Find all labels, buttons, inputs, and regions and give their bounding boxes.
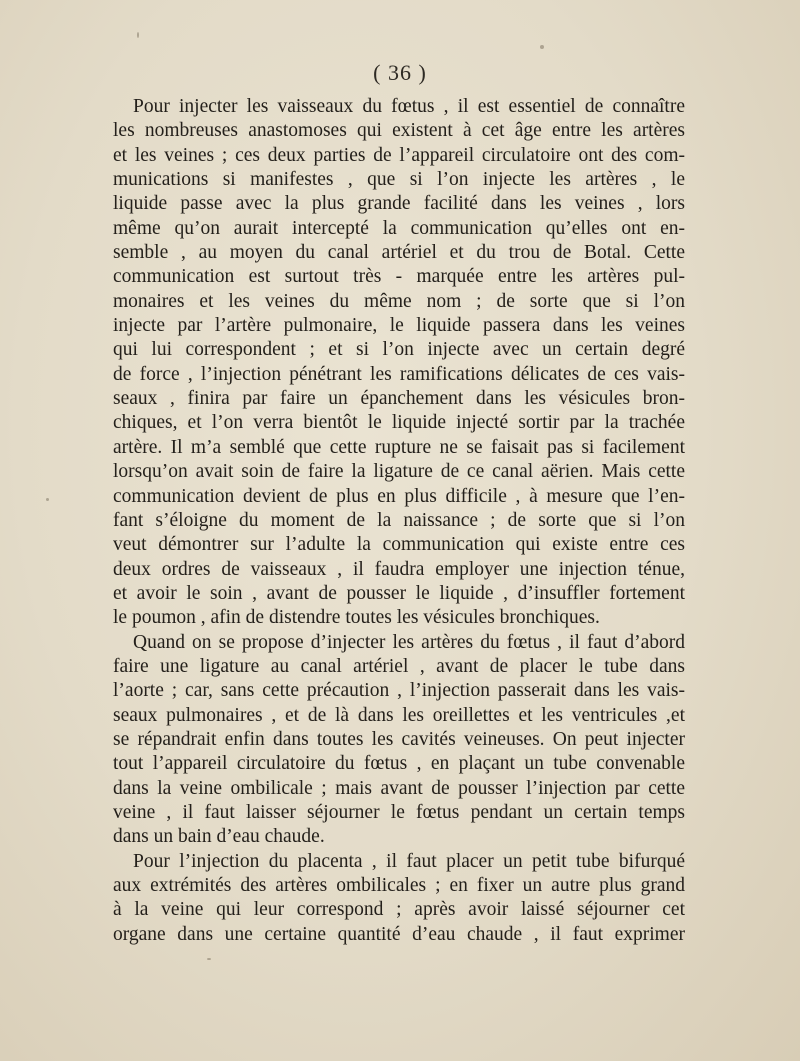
text-line: monaires et les veines du même nom ; de sorte que si l’on <box>113 290 685 312</box>
body-text <box>113 95 685 947</box>
page-number: ( 36 ) <box>373 60 427 85</box>
text-line: l’aorte ; car, sans cette précaution , l’injection passerait dans les vais- <box>113 680 685 702</box>
text-line: Pour injecter les vaisseaux du fœtus , il est essentiel de connaître <box>133 96 685 117</box>
text-line: et les veines ; ces deux parties de l’appareil circulatoire ont des com- <box>113 144 685 166</box>
text-line: faire une ligature au canal artériel , avant de placer le tube dans <box>113 655 685 677</box>
text-line: liquide passe avec la plus grande facilité dans les veines , lors <box>113 193 685 215</box>
text-line: et avoir le soin , avant de pousser le liquide , d’insuffler fortement <box>113 582 685 604</box>
text-line: Pour l’injection du placenta , il faut placer un petit tube bifurqué <box>133 850 685 872</box>
text-line: injecte par l’artère pulmonaire, le liquide passera dans les veines <box>113 315 685 337</box>
text-line: seaux , finira par faire un épanchement dans les vésicules bron- <box>113 388 685 410</box>
text-line: munications si manifestes , que si l’on injecte les artères , le <box>113 169 685 191</box>
text-line: lorsqu’on avait soin de faire la ligature de ce canal aërien. Mais cette <box>113 461 685 483</box>
text-line: seaux pulmonaires , et de là dans les oreillettes et les ventricules ,et <box>113 704 685 726</box>
text-line: aux extrémités des artères ombilicales ; en fixer un autre plus grand <box>113 875 685 896</box>
text-line: Quand on se propose d’injecter les artères du fœtus , il faut d’abord <box>133 631 685 653</box>
text-line: le poumon , afin de distendre toutes les vésicules bronchiques. <box>113 607 600 629</box>
text-line: qui lui correspondent ; et si l’on injecte avec un certain degré <box>113 339 685 361</box>
text-line: communication est surtout très - marquée entre les artères pul- <box>113 266 685 288</box>
text-line: à la veine qui leur correspond ; après avoir laissé séjourner cet <box>113 899 685 921</box>
text-line: deux ordres de vaisseaux , il faudra employer une injection ténue, <box>113 558 685 580</box>
paper-speck <box>46 498 49 501</box>
text-line: tout l’appareil circulatoire du fœtus , en plaçant un tube convenable <box>113 753 685 775</box>
text-line: de force , l’injection pénétrant les ramifications délicates de ces vais- <box>113 363 685 385</box>
text-line: chiques, et l’on verra bientôt le liquide injecté sortir par la trachée <box>113 412 685 434</box>
text-line: artère. Il m’a semblé que cette rupture ne se faisait pas si facilement <box>113 436 685 458</box>
paper-speck <box>540 45 544 49</box>
text-line: veut démontrer sur l’adulte la communication qui existe entre ces <box>113 534 685 556</box>
text-line: semble , au moyen du canal artériel et du trou de Botal. Cette <box>113 242 685 264</box>
paper-speck <box>207 958 211 960</box>
text-line: se répandrait enfin dans toutes les cavités veineuses. On peut injecter <box>113 728 685 750</box>
text-line: dans la veine ombilicale ; mais avant de pousser l’injection par cette <box>113 777 685 799</box>
text-line: organe dans une certaine quantité d’eau chaude , il faut exprimer <box>113 923 685 945</box>
paper-speck <box>137 32 139 38</box>
text-line: veine , il faut laisser séjourner le fœtus pendant un certain temps <box>113 801 685 823</box>
text-line: communication devient de plus en plus difficile , à mesure que l’en- <box>113 485 685 507</box>
text-line: dans un bain d’eau chaude. <box>113 826 325 848</box>
text-line: les nombreuses anastomoses qui existent à cet âge entre les artères <box>113 120 685 142</box>
text-line: même qu’on aurait intercepté la communication qu’elles ont en- <box>113 217 685 239</box>
text-line: fant s’éloigne du moment de la naissance ; de sorte que si l’on <box>113 509 685 531</box>
